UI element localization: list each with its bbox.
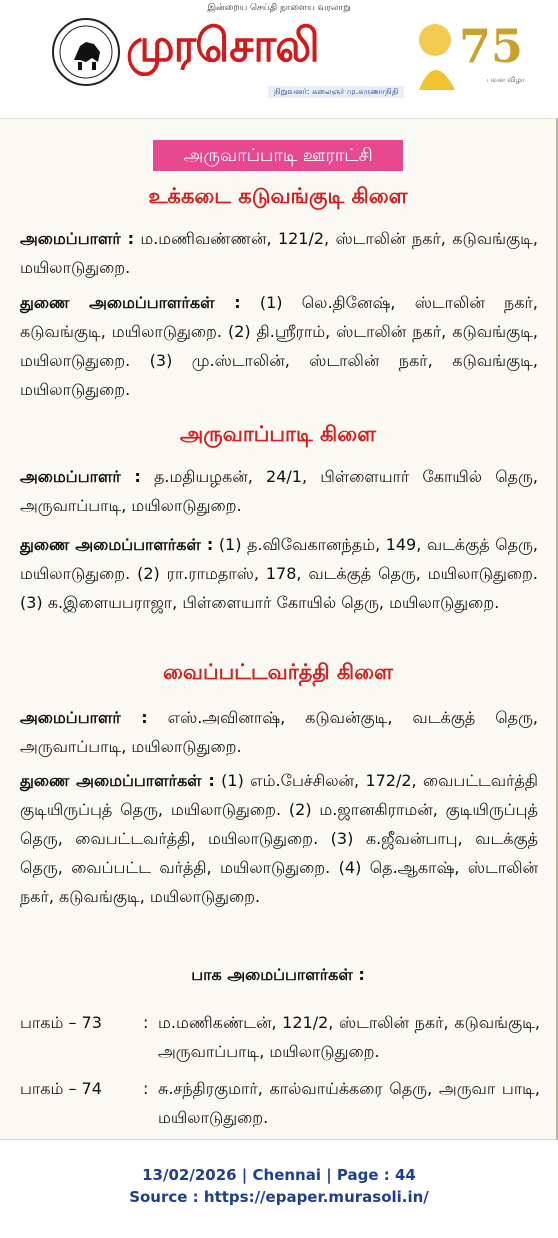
deputies-paragraph — [20, 530, 538, 617]
anniversary-number: 75 — [459, 19, 524, 73]
section-heading: வைப்பட்டவர்த்தி கிளை — [163, 660, 393, 684]
article-banner: அருவாப்பாடி ஊராட்சி — [153, 140, 403, 171]
organizer-label: அமைப்பாளர் : — [20, 467, 141, 486]
organizer-text: எஸ்.அவினாஷ், கடுவன்குடி, வடக்குத் தெரு, அருவாப்பாடி, மயிலாடுதுறை. — [20, 708, 539, 756]
organizer-text: ம.மணிவண்ணன், 121/2, ஸ்டாலின் நகர், கடுவங்குடி, மயிலாடுதுறை. — [20, 229, 538, 277]
deputies-text: (1) எம்.பேச்சிலன், 172/2, வைபட்டவர்த்தி குடியிருப்புத் தெரு, மயிலாடுதுறை. (2) ம.ஜானகிராமன், குடியிருப்புத் தெரு, வைபட்டவர்த்தி, மயிலாடுதுறை. (3) க.ஜீவன்பாபு, வடக்குத் தெரு, வைப்பட்ட வர்த்தி, மயிலாடுதுறை. (4) தெ.ஆகாஷ், ஸ்டாலின் நகர், கடுவங்குடி, மயிலாடுதுறை. — [20, 771, 538, 906]
organizer-text: த.மதியழகன், 24/1, பிள்ளையார் கோயில் தெரு, அருவாப்பாடி, மயிலாடுதுறை. — [20, 467, 539, 515]
booth-text: சு.சந்திரகுமார், கால்வாய்க்கரை தெரு, அருவா பாடி, மயிலாடுதுறை. — [158, 1079, 540, 1127]
booth-label: பாகம் – 74 — [20, 1079, 102, 1098]
deputies-paragraph — [20, 766, 538, 911]
masthead-tagline: இன்றைய செய்தி நாளைய வரலாறு — [207, 3, 351, 13]
deputies-text: (1) லெ.தினேஷ், ஸ்டாலின் நகர், கடுவங்குடி, மயிலாடுதுறை. (2) தி.ஸ்ரீராம், ஸ்டாலின் நகர், கடுவங்குடி, மயிலாடுதுறை. (3) மு.ஸ்டாலின், ஸ்டாலின் நகர், கடுவங்குடி, மயிலாடுதுறை. — [20, 293, 538, 399]
organizer-label: அமைப்பாளர் : — [20, 708, 148, 727]
deputies-paragraph — [20, 288, 538, 404]
masthead-brand: முரசொலி — [126, 18, 319, 72]
section-heading: அருவாப்பாடி கிளை — [179, 422, 377, 446]
organizer-paragraph — [20, 703, 538, 761]
anniversary-text: பவள விழா — [487, 76, 525, 84]
deputies-label: துணை அமைப்பாளர்கள் : — [20, 771, 215, 790]
deputies-label: துணை அமைப்பாளர்கள் : — [20, 293, 241, 312]
masthead — [0, 0, 558, 108]
organizer-label: அமைப்பாளர் : — [20, 229, 134, 248]
booth-colon: : — [143, 1013, 149, 1032]
organizer-paragraph — [20, 462, 538, 520]
booth-text: ம.மணிகண்டன், 121/2, ஸ்டாலின் நகர், கடுவங்குடி, அருவாப்பாடி, மயிலாடுதுறை. — [158, 1013, 540, 1061]
booth-heading: பாக அமைப்பாளர்கள் : — [191, 965, 365, 984]
footer-date-line: 13/02/2026 | Chennai | Page : 44 — [142, 1166, 416, 1184]
deputies-label: துணை அமைப்பாளர்கள் : — [20, 535, 214, 554]
organizer-paragraph — [20, 224, 538, 282]
booth-label: பாகம் – 73 — [20, 1013, 102, 1032]
footer-source-link[interactable]: Source : https://epaper.murasoli.in/ — [129, 1188, 429, 1206]
section-heading: உக்கடை கடுவங்குடி கிளை — [148, 184, 408, 208]
party-emblem-icon — [50, 16, 122, 88]
booth-colon: : — [143, 1079, 149, 1098]
anniversary-75-logo-icon — [405, 10, 525, 100]
deputies-text: (1) த.விவேகானந்தம், 149, வடக்குத் தெரு, மயிலாடுதுறை. (2) ரா.ராமதாஸ், 178, வடக்குத் தெரு, மயிலாடுதுறை. (3) க.இளையபராஜா, பிள்ளையார் கோயில் தெரு, மயிலாடுதுறை. — [20, 535, 539, 612]
masthead-subbrand: நிறுவனர்: கலைஞர் மு.கருணாநிதி — [268, 86, 404, 98]
